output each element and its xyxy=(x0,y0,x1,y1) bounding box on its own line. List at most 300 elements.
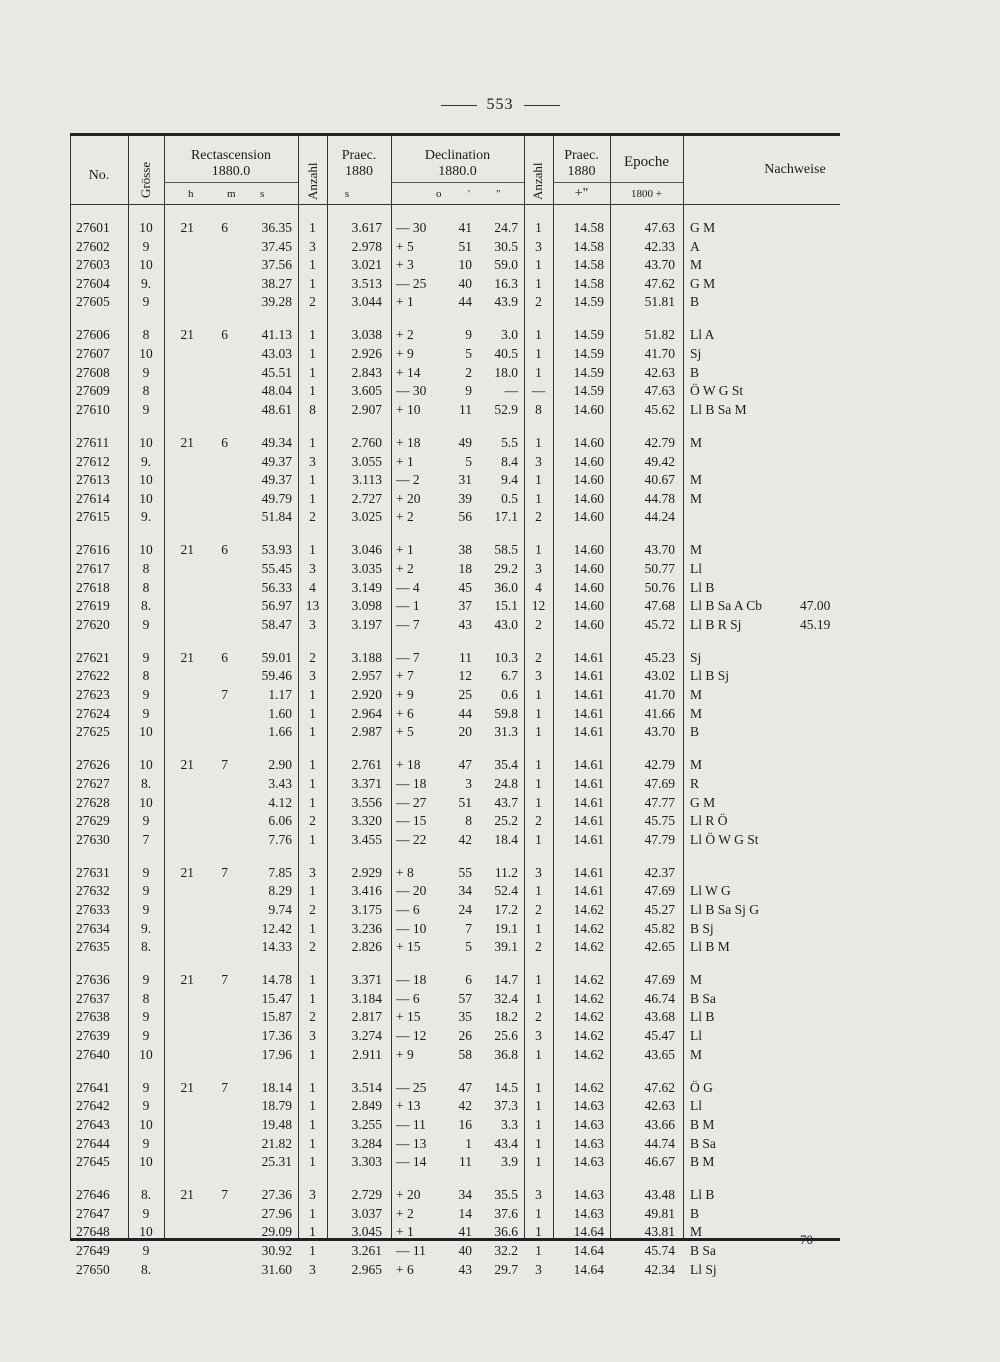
header-decl-epoch: 1880.0 xyxy=(438,164,477,179)
cell-epoche: 43.02 xyxy=(644,668,675,684)
cell-epoche: 47.62 xyxy=(644,1079,675,1095)
cell-praec-2: 14.60 xyxy=(573,579,604,595)
cell-groesse: 7 xyxy=(142,831,150,847)
cell-decl-sec: 24.8 xyxy=(494,775,518,791)
cell-praec-2: 14.63 xyxy=(573,1098,604,1114)
cell-decl-min: 34 xyxy=(458,1187,472,1203)
table-row xyxy=(70,383,840,402)
cell-decl-deg: + 14 xyxy=(396,364,421,380)
cell-decl-sec: 29.2 xyxy=(494,561,518,576)
cell-anzahl-2: 3 xyxy=(535,1261,542,1277)
cell-praec-2: 14.61 xyxy=(573,831,604,847)
cell-ra-s: 4.12 xyxy=(268,794,292,810)
cell-groesse: 8 xyxy=(142,990,150,1006)
cell-decl-deg: + 3 xyxy=(396,257,414,273)
cell-no: 27631 xyxy=(76,864,110,880)
cell-no: 27646 xyxy=(76,1187,110,1203)
cell-anzahl-2: 1 xyxy=(535,1135,542,1151)
table-row xyxy=(70,239,840,258)
cell-ra-m: 6 xyxy=(221,327,228,343)
cell-anzahl-2: 1 xyxy=(535,1098,542,1114)
cell-groesse: 10 xyxy=(139,1046,153,1062)
cell-epoche: 45.75 xyxy=(644,813,675,829)
cell-decl-deg: + 20 xyxy=(396,1187,421,1203)
cell-no: 27641 xyxy=(76,1079,110,1095)
cell-anzahl-2: 3 xyxy=(535,1028,542,1044)
cell-decl-sec: — xyxy=(504,383,518,399)
cell-decl-sec: 8.4 xyxy=(501,453,518,469)
cell-ra-s: 56.97 xyxy=(261,598,292,614)
cell-no: 27614 xyxy=(76,490,110,506)
table-row xyxy=(70,1117,840,1136)
cell-praec-1: 3.044 xyxy=(351,294,382,310)
cell-no: 27642 xyxy=(76,1098,110,1114)
cell-decl-deg: — 18 xyxy=(396,972,427,988)
cell-ra-s: 6.06 xyxy=(268,813,292,829)
cell-praec-1: 2.926 xyxy=(351,346,382,362)
cell-praec-1: 3.556 xyxy=(351,794,382,810)
table-row xyxy=(70,776,840,795)
cell-decl-deg: — 11 xyxy=(396,1116,426,1132)
cell-no: 27640 xyxy=(76,1046,110,1062)
cell-decl-sec: 59.8 xyxy=(494,705,518,721)
cell-decl-min: 7 xyxy=(465,920,472,936)
cell-decl-sec: 14.7 xyxy=(494,972,518,988)
cell-no: 27604 xyxy=(76,275,110,291)
cell-ra-s: 18.79 xyxy=(261,1098,292,1114)
cell-ra-h: 21 xyxy=(180,972,194,988)
cell-ra-s: 59.46 xyxy=(261,668,292,684)
cell-ra-s: 49.34 xyxy=(261,434,292,450)
cell-epoche: 42.37 xyxy=(644,864,675,880)
cell-ra-m: 6 xyxy=(221,542,228,558)
cell-nachweise: Ll B R Sj xyxy=(690,616,742,632)
cell-decl-min: 26 xyxy=(458,1028,472,1044)
cell-decl-deg: + 9 xyxy=(396,687,414,703)
cell-nachweise: B Sa xyxy=(690,1135,716,1151)
cell-praec-1: 3.021 xyxy=(351,257,382,273)
cell-ra-m: 7 xyxy=(221,1187,228,1203)
cell-anzahl-2: 3 xyxy=(535,668,542,684)
cell-decl-deg: — 10 xyxy=(396,920,427,936)
cell-no: 27630 xyxy=(76,831,110,847)
cell-epoche: 42.63 xyxy=(644,1098,675,1114)
cell-praec-2: 14.59 xyxy=(573,364,604,380)
cell-ra-s: 49.37 xyxy=(261,472,292,488)
cell-anzahl-2: 1 xyxy=(535,687,542,703)
cell-praec-1: 3.035 xyxy=(351,561,382,576)
cell-decl-deg: + 5 xyxy=(396,724,414,740)
margin-value: 45.19 xyxy=(800,616,831,632)
cell-decl-sec: 37.6 xyxy=(494,1205,518,1221)
cell-anzahl-1: 1 xyxy=(309,1046,316,1062)
table-row xyxy=(70,1028,840,1047)
cell-anzahl-2: 3 xyxy=(535,864,542,880)
cell-anzahl-1: 2 xyxy=(309,1009,316,1025)
header-ra-m: m xyxy=(227,188,236,200)
cell-anzahl-2: 3 xyxy=(535,561,542,576)
cell-anzahl-1: 3 xyxy=(309,616,316,632)
cell-anzahl-2: 1 xyxy=(535,990,542,1006)
cell-no: 27644 xyxy=(76,1135,110,1151)
cell-ra-s: 25.31 xyxy=(261,1154,292,1170)
cell-epoche: 44.24 xyxy=(644,509,675,525)
cell-no: 27636 xyxy=(76,972,110,988)
cell-praec-1: 3.320 xyxy=(351,813,382,829)
cell-ra-s: 53.93 xyxy=(261,542,292,558)
cell-decl-sec: 36.6 xyxy=(494,1224,518,1240)
cell-anzahl-2: 12 xyxy=(531,598,546,614)
cell-decl-sec: 36.0 xyxy=(494,579,518,595)
cell-decl-sec: 40.5 xyxy=(494,346,518,362)
cell-decl-sec: 43.9 xyxy=(494,294,518,310)
cell-praec-1: 3.045 xyxy=(351,1224,382,1240)
cell-decl-min: 56 xyxy=(458,509,472,525)
cell-groesse: 9 xyxy=(142,1009,150,1025)
cell-nachweise: Ö W G St xyxy=(690,383,744,399)
table-row xyxy=(70,1136,840,1155)
cell-no: 27647 xyxy=(76,1205,110,1221)
cell-decl-sec: 31.3 xyxy=(494,724,518,740)
cell-groesse: 8 xyxy=(142,579,150,595)
cell-decl-deg: + 10 xyxy=(396,401,421,417)
cell-anzahl-1: 1 xyxy=(309,687,316,703)
cell-ra-s: 1.17 xyxy=(268,687,292,703)
cell-praec-2: 14.58 xyxy=(573,275,604,291)
cell-praec-1: 3.617 xyxy=(351,220,382,235)
cell-praec-2: 14.58 xyxy=(573,257,604,273)
header-praec-1: Praec. xyxy=(341,148,377,163)
cell-nachweise: M xyxy=(690,1046,703,1062)
cell-groesse: 10 xyxy=(139,346,153,362)
cell-anzahl-1: 2 xyxy=(309,939,316,955)
cell-ra-s: 21.82 xyxy=(261,1135,292,1151)
cell-anzahl-2: 2 xyxy=(535,813,542,829)
header-praec-2: Praec. xyxy=(564,148,599,163)
cell-anzahl-2: 1 xyxy=(535,757,542,773)
cell-no: 27613 xyxy=(76,472,110,488)
cell-praec-2: 14.61 xyxy=(573,649,604,665)
cell-praec-1: 2.978 xyxy=(351,238,382,254)
cell-decl-deg: + 5 xyxy=(396,238,414,254)
cell-anzahl-2: 2 xyxy=(535,294,542,310)
cell-praec-2: 14.62 xyxy=(573,990,604,1006)
cell-ra-s: 7.76 xyxy=(268,831,292,847)
cell-anzahl-1: 1 xyxy=(309,1154,316,1170)
cell-praec-1: 3.175 xyxy=(351,902,382,917)
cell-decl-min: 5 xyxy=(465,453,472,469)
header-no: No. xyxy=(88,168,110,183)
margin-values xyxy=(800,598,830,635)
cell-anzahl-1: 3 xyxy=(309,453,316,469)
cell-nachweise: Ll B Sa A Cb xyxy=(690,598,763,614)
cell-decl-min: 41 xyxy=(458,1224,472,1240)
cell-praec-2: 14.64 xyxy=(573,1261,604,1277)
cell-decl-min: 40 xyxy=(458,1243,472,1258)
cell-epoche: 45.62 xyxy=(644,401,675,417)
cell-praec-2: 14.61 xyxy=(573,864,604,880)
header-declination: Declination xyxy=(424,148,491,163)
cell-decl-sec: 6.7 xyxy=(501,668,518,684)
cell-groesse: 10 xyxy=(139,257,153,273)
cell-no: 27609 xyxy=(76,383,110,399)
cell-praec-2: 14.62 xyxy=(573,920,604,936)
header-epoche: Epoche xyxy=(624,154,669,170)
cell-praec-1: 2.987 xyxy=(351,724,382,740)
cell-epoche: 41.70 xyxy=(644,346,675,362)
cell-anzahl-1: 1 xyxy=(309,990,316,1006)
cell-epoche: 45.82 xyxy=(644,920,675,936)
cell-groesse: 9 xyxy=(142,883,150,899)
header-decl-sec: " xyxy=(496,188,501,200)
cell-ra-s: 14.78 xyxy=(261,972,292,988)
cell-no: 27648 xyxy=(76,1224,110,1240)
cell-praec-1: 2.907 xyxy=(351,401,382,417)
cell-decl-min: 58 xyxy=(458,1046,472,1062)
cell-praec-2: 14.60 xyxy=(573,509,604,525)
table-row xyxy=(70,561,840,580)
cell-decl-deg: — 14 xyxy=(396,1154,427,1170)
cell-anzahl-1: 1 xyxy=(309,775,316,791)
header-ra-epoch: 1880.0 xyxy=(211,164,251,179)
cell-decl-deg: + 15 xyxy=(396,939,421,955)
cell-ra-h: 21 xyxy=(180,434,194,450)
cell-ra-s: 1.66 xyxy=(268,724,292,740)
cell-anzahl-2: 1 xyxy=(535,434,542,450)
cell-praec-2: 14.61 xyxy=(573,775,604,791)
cell-ra-s: 43.03 xyxy=(261,346,292,362)
cell-nachweise: B xyxy=(690,294,700,310)
cell-groesse: 10 xyxy=(139,724,153,740)
cell-nachweise: Ll xyxy=(690,561,702,576)
cell-anzahl-1: 1 xyxy=(309,472,316,488)
cell-ra-s: 27.36 xyxy=(261,1187,292,1203)
cell-decl-sec: 52.4 xyxy=(494,883,518,899)
cell-praec-2: 14.60 xyxy=(573,490,604,506)
cell-ra-m: 6 xyxy=(221,220,228,235)
cell-nachweise: Ö G xyxy=(690,1079,713,1095)
cell-no: 27622 xyxy=(76,668,110,684)
cell-praec-1: 2.843 xyxy=(351,364,382,380)
cell-ra-s: 49.37 xyxy=(261,453,292,469)
cell-decl-min: 1 xyxy=(465,1135,472,1151)
cell-praec-1: 3.197 xyxy=(351,616,382,632)
cell-anzahl-1: 3 xyxy=(309,238,316,254)
cell-anzahl-1: 1 xyxy=(309,705,316,721)
cell-decl-deg: + 6 xyxy=(396,1261,414,1277)
cell-praec-1: 3.261 xyxy=(351,1243,382,1258)
cell-decl-min: 42 xyxy=(458,1098,472,1114)
cell-anzahl-1: 1 xyxy=(309,1205,316,1221)
cell-decl-sec: 59.0 xyxy=(494,257,518,273)
cell-epoche: 49.81 xyxy=(644,1205,675,1221)
cell-anzahl-1: 1 xyxy=(309,920,316,936)
cell-praec-2: 14.58 xyxy=(573,238,604,254)
cell-groesse: 9 xyxy=(142,1098,150,1114)
cell-no: 27645 xyxy=(76,1154,110,1170)
cell-anzahl-2: — xyxy=(531,383,546,399)
cell-praec-1: 2.957 xyxy=(351,668,382,684)
cell-nachweise: R xyxy=(690,775,700,791)
cell-praec-2: 14.62 xyxy=(573,1028,604,1044)
cell-anzahl-2: 1 xyxy=(535,490,542,506)
cell-anzahl-1: 1 xyxy=(309,757,316,773)
cell-decl-deg: — 30 xyxy=(396,383,427,399)
cell-groesse: 10 xyxy=(139,794,153,810)
header-ra-h: h xyxy=(188,188,194,200)
cell-decl-deg: + 9 xyxy=(396,1046,414,1062)
cell-anzahl-1: 13 xyxy=(305,598,320,614)
cell-ra-s: 12.42 xyxy=(261,920,292,936)
cell-praec-1: 2.911 xyxy=(352,1046,382,1062)
cell-groesse: 8. xyxy=(140,939,152,955)
cell-groesse: 9 xyxy=(142,902,150,917)
cell-ra-s: 30.92 xyxy=(261,1243,292,1258)
cell-epoche: 47.69 xyxy=(644,883,675,899)
cell-decl-sec: 24.7 xyxy=(494,220,518,235)
cell-ra-s: 27.96 xyxy=(261,1205,292,1221)
cell-decl-min: 35 xyxy=(458,1009,472,1025)
cell-no: 27626 xyxy=(76,757,110,773)
table-row xyxy=(70,757,840,776)
cell-decl-sec: 0.6 xyxy=(501,687,518,703)
cell-ra-h: 21 xyxy=(180,864,194,880)
cell-no: 27650 xyxy=(76,1261,110,1277)
table-row xyxy=(70,865,840,884)
cell-praec-2: 14.60 xyxy=(573,472,604,488)
cell-nachweise: Ll B Sa M xyxy=(690,401,747,417)
cell-epoche: 43.70 xyxy=(644,542,675,558)
cell-decl-deg: — 25 xyxy=(396,275,427,291)
cell-anzahl-1: 1 xyxy=(309,257,316,273)
cell-decl-min: 43 xyxy=(458,1261,472,1277)
cell-ra-s: 9.74 xyxy=(268,902,292,917)
table-row xyxy=(70,972,840,991)
cell-praec-2: 14.61 xyxy=(573,883,604,899)
cell-no: 27637 xyxy=(76,990,110,1006)
cell-no: 27623 xyxy=(76,687,110,703)
cell-ra-s: 51.84 xyxy=(261,509,292,525)
cell-decl-sec: 3.9 xyxy=(501,1154,518,1170)
cell-decl-min: 37 xyxy=(458,598,472,614)
cell-decl-deg: + 2 xyxy=(396,561,414,576)
cell-anzahl-2: 1 xyxy=(535,1079,542,1095)
cell-epoche: 43.70 xyxy=(644,724,675,740)
cell-nachweise: G M xyxy=(690,220,716,235)
cell-anzahl-2: 3 xyxy=(535,1187,542,1203)
cell-ra-s: 56.33 xyxy=(261,579,292,595)
cell-ra-s: 7.85 xyxy=(268,864,292,880)
cell-decl-min: 18 xyxy=(458,561,472,576)
cell-decl-sec: 3.3 xyxy=(501,1116,518,1132)
cell-groesse: 9 xyxy=(142,1028,150,1044)
cell-decl-sec: 35.5 xyxy=(494,1187,518,1203)
cell-nachweise: Ll B xyxy=(690,579,715,595)
cell-anzahl-1: 1 xyxy=(309,883,316,899)
cell-nachweise: M xyxy=(690,1224,703,1240)
cell-ra-h: 21 xyxy=(180,542,194,558)
cell-ra-s: 2.90 xyxy=(268,757,292,773)
cell-praec-2: 14.61 xyxy=(573,668,604,684)
cell-praec-1: 3.184 xyxy=(351,990,382,1006)
table-row xyxy=(70,668,840,687)
cell-groesse: 10 xyxy=(139,542,153,558)
cell-groesse: 8. xyxy=(140,598,152,614)
table-row xyxy=(70,1047,840,1066)
table-row xyxy=(70,1154,840,1173)
cell-anzahl-2: 1 xyxy=(535,327,542,343)
cell-decl-deg: + 8 xyxy=(396,864,414,880)
cell-praec-1: 2.849 xyxy=(351,1098,382,1114)
cell-decl-deg: + 1 xyxy=(396,294,414,310)
cell-nachweise: B Sj xyxy=(690,920,714,936)
table-row xyxy=(70,902,840,921)
cell-ra-s: 59.01 xyxy=(261,649,292,665)
cell-decl-min: 5 xyxy=(465,346,472,362)
cell-praec-1: 2.920 xyxy=(351,687,382,703)
cell-epoche: 42.79 xyxy=(644,434,675,450)
cell-ra-s: 45.51 xyxy=(261,364,292,380)
cell-ra-m: 7 xyxy=(221,757,228,773)
cell-decl-min: 39 xyxy=(458,490,472,506)
cell-anzahl-2: 1 xyxy=(535,883,542,899)
header-ra-s: s xyxy=(260,188,265,200)
cell-decl-min: 24 xyxy=(458,902,472,917)
cell-ra-s: 58.47 xyxy=(261,616,292,632)
cell-anzahl-1: 1 xyxy=(309,831,316,847)
cell-epoche: 45.47 xyxy=(644,1028,675,1044)
cell-anzahl-2: 1 xyxy=(535,1243,542,1258)
cell-praec-1: 3.046 xyxy=(351,542,382,558)
table-row xyxy=(70,650,840,669)
cell-ra-s: 17.36 xyxy=(261,1028,292,1044)
cell-no: 27649 xyxy=(76,1243,110,1258)
cell-praec-2: 14.61 xyxy=(573,813,604,829)
cell-decl-deg: — 25 xyxy=(396,1079,427,1095)
cell-anzahl-1: 1 xyxy=(309,972,316,988)
cell-ra-s: 14.33 xyxy=(261,939,292,955)
cell-nachweise: B M xyxy=(690,1116,715,1132)
cell-anzahl-1: 1 xyxy=(309,1079,316,1095)
cell-decl-min: 44 xyxy=(458,705,472,721)
cell-anzahl-1: 1 xyxy=(309,383,316,399)
cell-ra-h: 21 xyxy=(180,1079,194,1095)
cell-decl-deg: — 20 xyxy=(396,883,427,899)
cell-praec-2: 14.62 xyxy=(573,902,604,917)
cell-decl-min: 38 xyxy=(458,542,472,558)
cell-ra-s: 29.09 xyxy=(261,1224,292,1240)
table-row xyxy=(70,580,840,599)
cell-ra-h: 21 xyxy=(180,220,194,235)
cell-groesse: 8. xyxy=(140,1187,152,1203)
cell-anzahl-2: 1 xyxy=(535,542,542,558)
cell-nachweise: B Sa xyxy=(690,990,716,1006)
cell-anzahl-2: 2 xyxy=(535,649,542,665)
cell-nachweise: B M xyxy=(690,1154,715,1170)
cell-ra-s: 36.35 xyxy=(261,220,292,235)
cell-decl-deg: — 2 xyxy=(396,472,420,488)
cell-praec-2: 14.62 xyxy=(573,972,604,988)
cell-praec-2: 14.62 xyxy=(573,1046,604,1062)
cell-decl-min: 3 xyxy=(465,775,472,791)
cell-epoche: 43.65 xyxy=(644,1046,675,1062)
cell-praec-1: 2.729 xyxy=(351,1187,382,1203)
cell-epoche: 42.63 xyxy=(644,364,675,380)
cell-no: 27643 xyxy=(76,1116,110,1132)
table-row xyxy=(70,598,840,617)
cell-anzahl-1: 1 xyxy=(309,724,316,740)
cell-no: 27602 xyxy=(76,238,110,254)
